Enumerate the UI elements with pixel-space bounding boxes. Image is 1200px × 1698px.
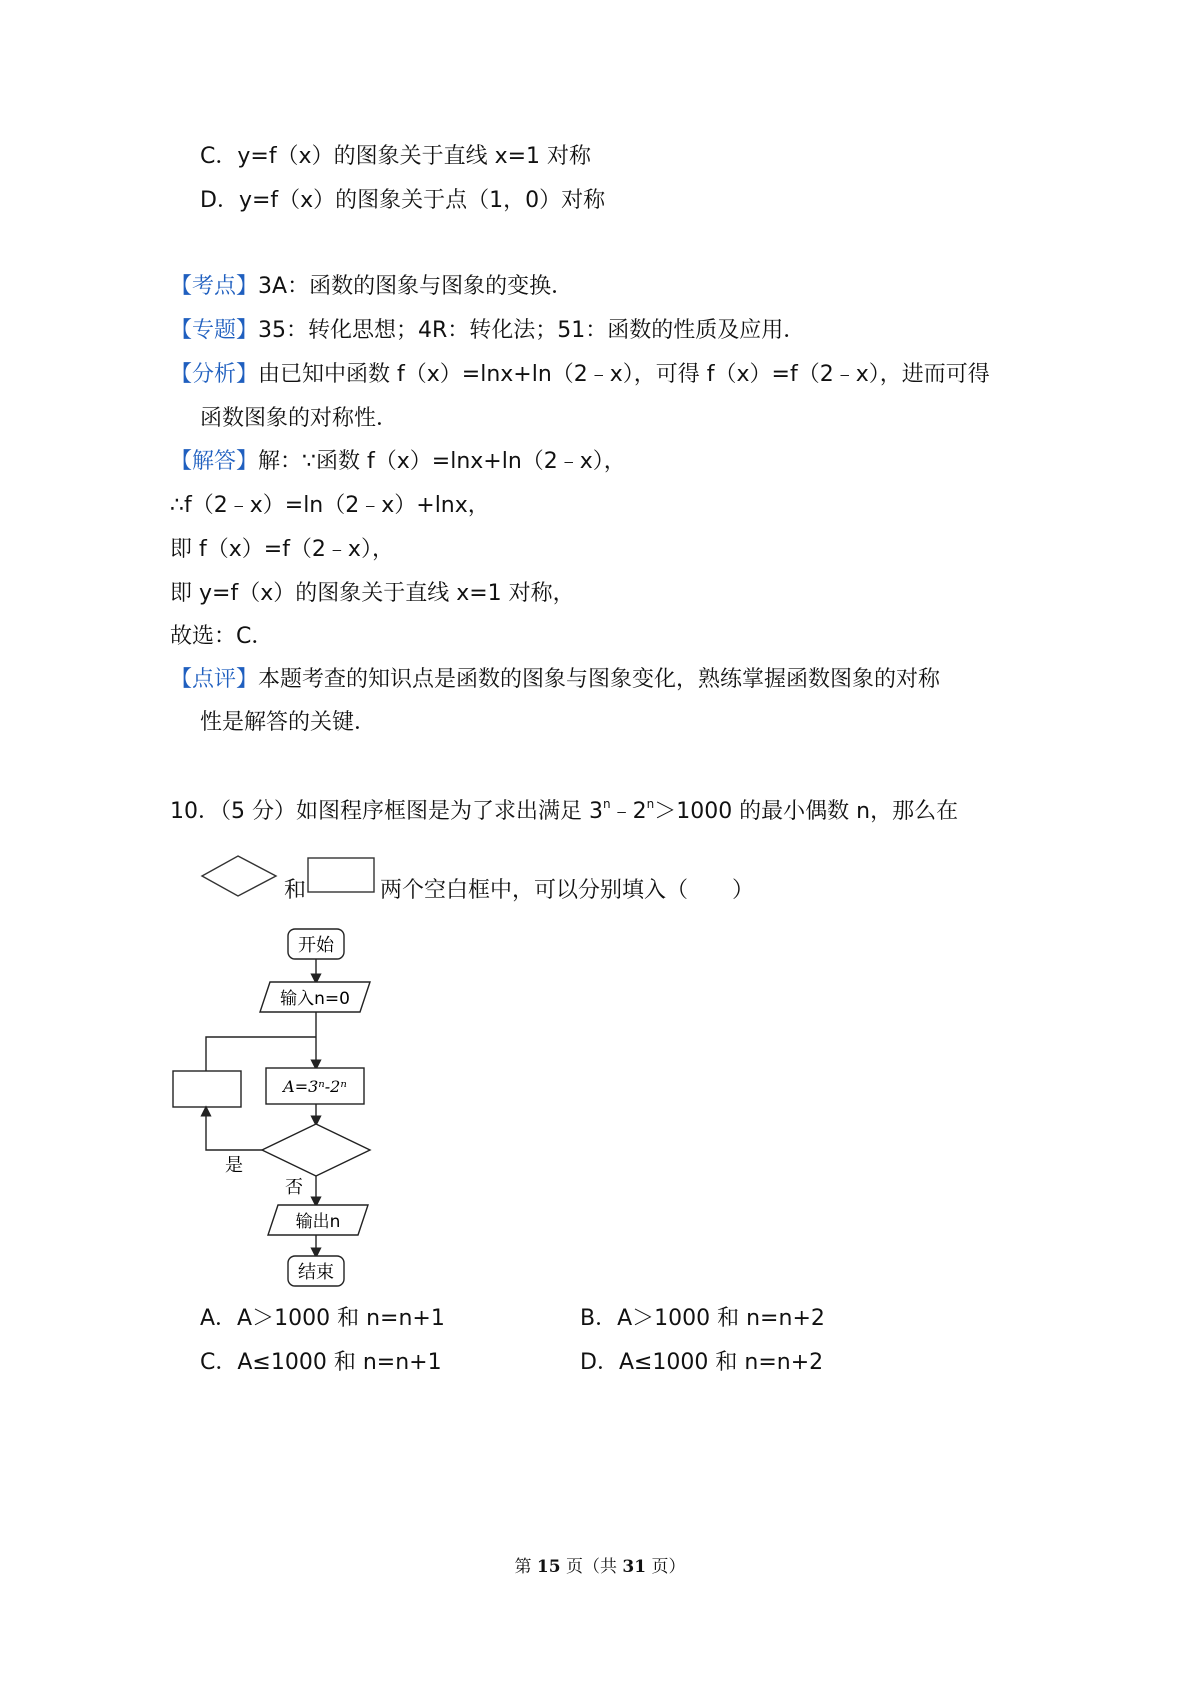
q10-mid: ﹣2 [610, 799, 647, 824]
footer-total-pages: 31 [622, 1557, 647, 1577]
flow-blank-process-box [173, 1071, 241, 1107]
answer-d: D．A≤1000 和 n=n+2 [580, 1350, 824, 1375]
kaodian-tag: 【考点】 [170, 274, 259, 299]
fenxi-text-cont: 函数图象的对称性． [200, 406, 399, 431]
flow-input-text: 输入n=0 [280, 989, 350, 1009]
flow-output-text: 输出n [295, 1212, 341, 1232]
dianping-line [170, 665, 940, 695]
flow-end-text: 结束 [298, 1262, 334, 1283]
diamond-blank-icon [198, 852, 280, 900]
flow-decision-diamond [262, 1124, 370, 1176]
footer-mid: 页（共 [566, 1557, 617, 1577]
answer-c: C．A≤1000 和 n=n+1 [200, 1350, 442, 1375]
zhuanti-line [170, 316, 805, 346]
jieda-line [170, 447, 626, 477]
answer-a: A．A＞1000 和 n=n+1 [200, 1306, 445, 1331]
zhuanti-text: 35：转化思想；4R：转化法；51：函数的性质及应用． [258, 318, 806, 343]
q10-suffix: ＞1000 的最小偶数 n，那么在 [654, 799, 959, 824]
footer-page-number: 15 [536, 1557, 561, 1577]
dianping-text-cont: 性是解答的关键． [200, 710, 377, 735]
question-10-stem [170, 797, 958, 827]
fenxi-line [170, 360, 990, 390]
q10-and: 和 [284, 878, 307, 903]
dianping-text: 本题考查的知识点是函数的图象与图象变化，熟练掌握函数图象的对称 [258, 667, 941, 692]
q10-sup-2: n [646, 797, 655, 811]
q10-line2: 两个空白框中，可以分别填入（ ） [380, 878, 755, 903]
q10-sup-1: n [602, 797, 611, 811]
solution-answer: 故选：C． [170, 624, 274, 649]
kaodian-line [170, 272, 573, 302]
solution-step-1: ∴f（2﹣x）=ln（2﹣x）+lnx， [170, 493, 490, 518]
option-d-prev: D．y=f（x）的图象关于点（1，0）对称 [200, 188, 606, 213]
footer-pre: 第 [514, 1557, 532, 1577]
kaodian-text: 3A：函数的图象与图象的变换． [258, 274, 574, 299]
flow-no-label: 否 [285, 1177, 303, 1198]
fenxi-tag: 【分析】 [170, 362, 259, 387]
page-footer [0, 1552, 1200, 1577]
jieda-tag: 【解答】 [170, 449, 259, 474]
flow-assign-text: A=3ⁿ-2ⁿ [283, 1077, 347, 1096]
solution-step-3: 即 y=f（x）的图象关于直线 x=1 对称， [170, 581, 575, 606]
solution-step-2: 即 f（x）=f（2﹣x）， [170, 537, 394, 562]
footer-post: 页） [651, 1557, 686, 1577]
zhuanti-tag: 【专题】 [170, 318, 259, 343]
option-c-prev: C．y=f（x）的图象关于直线 x=1 对称 [200, 144, 592, 169]
flow-start-text: 开始 [298, 935, 334, 956]
flow-yes-label: 是 [225, 1155, 243, 1176]
fenxi-text: 由已知中函数 f（x）=lnx+ln（2﹣x），可得 f（x）=f（2﹣x），进而可得 [258, 362, 990, 387]
rectangle-blank-icon [306, 856, 378, 896]
jieda-text: 解：∵函数 f（x）=lnx+ln（2﹣x）， [258, 449, 626, 474]
dianping-tag: 【点评】 [170, 667, 259, 692]
q10-prefix: 10．（5 分）如图程序框图是为了求出满足 3 [170, 799, 603, 824]
answer-b: B．A＞1000 和 n=n+2 [580, 1306, 825, 1331]
flowchart [170, 925, 380, 1295]
